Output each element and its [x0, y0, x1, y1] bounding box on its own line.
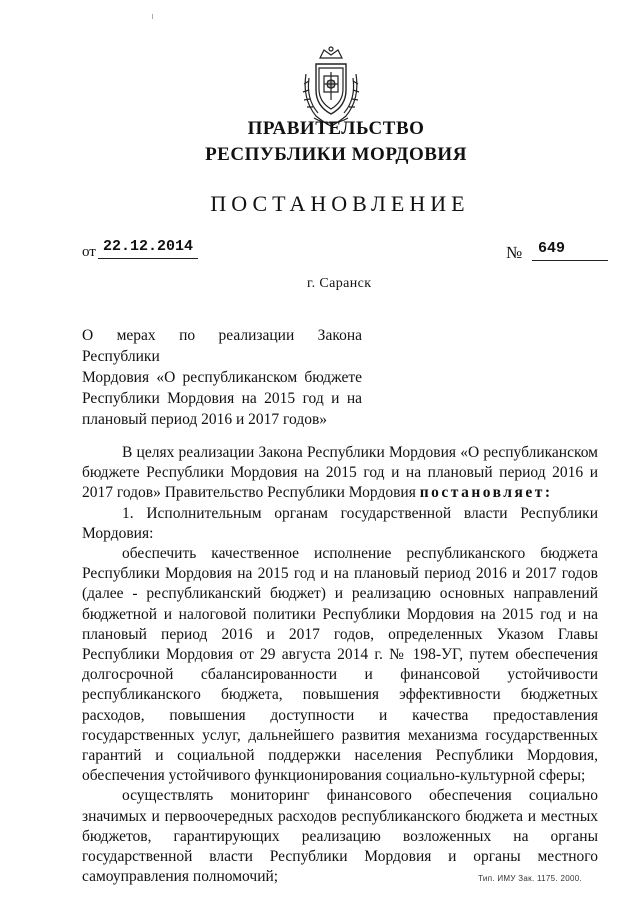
body-line: долгосрочной сбалансированности и финансовой устойчивости	[82, 666, 598, 684]
body-line: Мордовия:	[82, 524, 154, 542]
body-line: значимых и первоочередных расходов республиканского бюджета и местных	[82, 807, 598, 825]
subject-line: О мерах по реализации Закона Республики	[82, 327, 362, 365]
body-line: бюджетной и налоговой политики Республики Мордовия на 2015 год и на	[82, 605, 598, 623]
body-line: Республики Мордовия от 29 августа 2014 г. № 198-УГ, путем обеспечения	[82, 646, 598, 664]
body-line: расходов, повышения доступности и качества предоставления	[82, 706, 598, 724]
body-line: Республики Мордовия на 2015 год и на плановый период 2016 и 2017 годов	[82, 565, 598, 583]
body-line: осуществлять мониторинг финансового обеспечения социально	[122, 787, 598, 805]
printer-mark: Тип. ИМУ Зак. 1175. 2000.	[478, 874, 582, 883]
body-line: самоуправления полномочий;	[82, 868, 279, 886]
body-text: 2017 годов» Правительство Республики Мордовия	[82, 484, 420, 502]
subject-line: Мордовия «О республиканском бюджете	[82, 369, 362, 386]
organization-name: ПРАВИТЕЛЬСТВО	[247, 118, 425, 139]
body-line: республиканского бюджета, повышения эффективности бюджетных	[82, 686, 598, 704]
subject-line: плановый период 2016 и 2017 годов»	[82, 411, 328, 428]
number-label: №	[506, 243, 523, 262]
body-line: государственной власти Республики Мордовия и органы местного	[82, 848, 598, 866]
body-line: бюджете Республики Мордовия на 2015 год и на плановый период 2016 и	[82, 464, 598, 482]
organization-region: РЕСПУБЛИКИ МОРДОВИЯ	[205, 144, 467, 165]
resolution-keyword: постановляет:	[419, 484, 553, 502]
body-line: В целях реализации Закона Республики Мордовия «О республиканском	[122, 444, 598, 461]
body-line	[82, 483, 598, 503]
body-line: бюджетов, гарантирующих реализацию возложенных на органы	[82, 827, 598, 845]
document-type: ПОСТАНОВЛЕНИЕ	[210, 191, 470, 216]
body-line: обеспечить качественное исполнение республиканского бюджета	[122, 545, 598, 563]
document-body	[82, 443, 598, 887]
body-line: плановый период 2016 и 2017 годов, определенных Указом Главы	[82, 625, 598, 643]
document-number: 649	[532, 240, 608, 261]
body-line: обеспечения устойчивого функционирования социально-культурной сферы;	[82, 767, 586, 785]
body-line: гарантий и социальной поддержки населения Республики Мордовия,	[82, 747, 598, 765]
scan-mark	[152, 14, 153, 19]
document-city: г. Саранск	[307, 276, 372, 291]
body-line: государственных услуг, дальнейшего развития механизма государственных	[82, 726, 598, 744]
body-line: 1. Исполнительным органам государственной власти Республики	[122, 504, 598, 522]
document-date: 22.12.2014	[98, 238, 198, 259]
date-label: от	[82, 244, 96, 260]
subject-line: Республики Мордовия на 2015 год и на	[82, 390, 362, 407]
document-subject	[82, 325, 362, 430]
body-line: (далее - республиканский бюджет) и реализацию основных направлений	[82, 585, 598, 603]
